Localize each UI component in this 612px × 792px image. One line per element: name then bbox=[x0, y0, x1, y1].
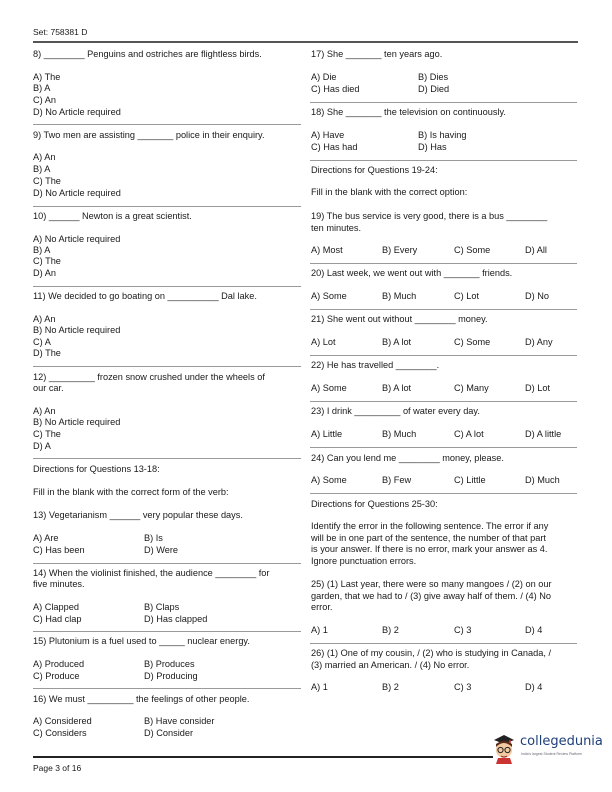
question-text: 8) ________ Penguins and ostriches are flightless birds. bbox=[33, 49, 262, 59]
option-c: C) A bbox=[33, 337, 51, 347]
option-d: D) A bbox=[33, 441, 51, 451]
option-a: A) 1 bbox=[311, 682, 328, 692]
option-d: D) Any bbox=[525, 337, 553, 347]
divider bbox=[310, 355, 577, 356]
option-c: C) Has had bbox=[311, 142, 358, 152]
option-c: C) The bbox=[33, 176, 61, 186]
collegedunia-logo bbox=[490, 730, 603, 764]
option-c: C) Considers bbox=[33, 728, 87, 738]
option-d: D) An bbox=[33, 268, 56, 278]
directions-text: Fill in the blank with the correct form of the verb: bbox=[33, 487, 229, 497]
option-a: A) An bbox=[33, 406, 56, 416]
divider bbox=[33, 124, 301, 125]
option-c: C) Had clap bbox=[33, 614, 82, 624]
option-d: D) Has clapped bbox=[144, 614, 208, 624]
question-text: 18) She _______ the television on continuously. bbox=[311, 107, 506, 117]
divider bbox=[310, 447, 577, 448]
option-b: B) Is having bbox=[418, 130, 467, 140]
option-b: B) No Article required bbox=[33, 325, 121, 335]
option-b: B) Much bbox=[382, 429, 417, 439]
option-c: C) The bbox=[33, 256, 61, 266]
divider bbox=[310, 401, 577, 402]
question-text: 12) _________ frozen snow crushed under the wheels of bbox=[33, 372, 265, 382]
directions-text: is your answer. If there is no error, mark your answer as 4. bbox=[311, 544, 548, 554]
option-d: D) Lot bbox=[525, 383, 551, 393]
option-d: D) 4 bbox=[525, 625, 543, 635]
option-b: B) No Article required bbox=[33, 417, 121, 427]
option-d: D) 4 bbox=[525, 682, 543, 692]
option-b: B) Claps bbox=[144, 602, 180, 612]
option-d: D) Producing bbox=[144, 671, 198, 681]
option-c: C) An bbox=[33, 95, 56, 105]
directions-text: Fill in the blank with the correct option: bbox=[311, 187, 468, 197]
option-c: C) A lot bbox=[454, 429, 484, 439]
option-d: D) Much bbox=[525, 475, 560, 485]
option-a: A) Clapped bbox=[33, 602, 79, 612]
option-a: A) No Article required bbox=[33, 234, 121, 244]
option-b: B) A bbox=[33, 245, 51, 255]
option-c: C) Some bbox=[454, 337, 491, 347]
question-text: 16) We must _________ the feelings of other people. bbox=[33, 694, 250, 704]
option-b: B) A lot bbox=[382, 383, 412, 393]
question-text: 14) When the violinist finished, the audience ________ for bbox=[33, 568, 270, 578]
option-a: A) Lot bbox=[311, 337, 336, 347]
divider bbox=[310, 102, 577, 103]
option-b: B) Dies bbox=[418, 72, 449, 82]
option-b: B) A bbox=[33, 83, 51, 93]
divider bbox=[33, 458, 301, 459]
directions-title: Directions for Questions 19-24: bbox=[311, 165, 438, 175]
question-text: 11) We decided to go boating on __________ Dal lake. bbox=[33, 291, 257, 301]
student-mascot-icon bbox=[490, 730, 518, 764]
question-text: 26) (1) One of my cousin, / (2) who is studying in Canada, / bbox=[311, 648, 552, 658]
option-a: A) Are bbox=[33, 533, 59, 543]
footer-divider bbox=[33, 756, 493, 758]
option-c: C) Many bbox=[454, 383, 489, 393]
option-c: C) 3 bbox=[454, 682, 472, 692]
question-text: ten minutes. bbox=[311, 223, 362, 233]
logo-tagline: India's largest Student Review Platform bbox=[521, 752, 582, 756]
option-d: D) The bbox=[33, 348, 61, 358]
divider bbox=[310, 309, 577, 310]
option-a: A) Considered bbox=[33, 716, 92, 726]
divider bbox=[33, 688, 301, 689]
divider bbox=[310, 263, 577, 264]
option-a: A) Produced bbox=[33, 659, 85, 669]
question-text: our car. bbox=[33, 383, 64, 393]
option-d: D) Consider bbox=[144, 728, 194, 738]
divider bbox=[33, 631, 301, 632]
question-text: 20) Last week, we went out with _______ friends. bbox=[311, 268, 513, 278]
question-text: 25) (1) Last year, there were so many mangoes / (2) on our bbox=[311, 579, 552, 589]
option-c: C) 3 bbox=[454, 625, 472, 635]
option-b: B) Few bbox=[382, 475, 412, 485]
option-c: C) The bbox=[33, 429, 61, 439]
question-text: 17) She _______ ten years ago. bbox=[311, 49, 443, 59]
question-text: error. bbox=[311, 602, 333, 612]
directions-title: Directions for Questions 13-18: bbox=[33, 464, 160, 474]
header-divider bbox=[33, 41, 578, 43]
option-b: B) A lot bbox=[382, 337, 412, 347]
directions-text: will be in one part of the sentence, the number of that part bbox=[311, 533, 546, 543]
divider bbox=[310, 643, 577, 644]
question-text: 9) Two men are assisting _______ police in their enquiry. bbox=[33, 130, 265, 140]
option-a: A) Most bbox=[311, 245, 343, 255]
divider bbox=[310, 160, 577, 161]
option-b: B) A bbox=[33, 164, 51, 174]
option-b: B) Have consider bbox=[144, 716, 215, 726]
option-c: C) Some bbox=[454, 245, 491, 255]
question-text: 21) She went out without ________ money. bbox=[311, 314, 488, 324]
question-text: 13) Vegetarianism ______ very popular these days. bbox=[33, 510, 243, 520]
option-d: D) All bbox=[525, 245, 547, 255]
question-text: 10) ______ Newton is a great scientist. bbox=[33, 211, 192, 221]
option-d: D) No bbox=[525, 291, 549, 301]
option-a: A) An bbox=[33, 314, 56, 324]
option-b: B) Every bbox=[382, 245, 418, 255]
set-label: Set: 758381 D bbox=[33, 27, 88, 37]
option-c: C) Produce bbox=[33, 671, 80, 681]
directions-text: Ignore punctuation errors. bbox=[311, 556, 417, 566]
option-b: B) Produces bbox=[144, 659, 195, 669]
option-d: D) Died bbox=[418, 84, 450, 94]
option-a: A) Some bbox=[311, 383, 347, 393]
option-b: B) 2 bbox=[382, 625, 399, 635]
question-text: (3) married an American. / (4) No error. bbox=[311, 660, 470, 670]
option-a: A) 1 bbox=[311, 625, 328, 635]
option-d: D) No Article required bbox=[33, 107, 121, 117]
question-text: garden, that we had to / (3) give away half of them. / (4) No bbox=[311, 591, 552, 601]
divider bbox=[33, 286, 301, 287]
option-a: A) Some bbox=[311, 475, 347, 485]
question-text: 15) Plutonium is a fuel used to _____ nuclear energy. bbox=[33, 636, 250, 646]
option-a: A) Some bbox=[311, 291, 347, 301]
directions-title: Directions for Questions 25-30: bbox=[311, 499, 438, 509]
option-a: A) Have bbox=[311, 130, 345, 140]
option-c: C) Lot bbox=[454, 291, 480, 301]
page-number: Page 3 of 16 bbox=[33, 763, 82, 773]
question-text: 19) The bus service is very good, there is a bus ________ bbox=[311, 211, 548, 221]
option-b: B) Much bbox=[382, 291, 417, 301]
divider bbox=[33, 206, 301, 207]
option-a: A) An bbox=[33, 152, 56, 162]
option-c: C) Has died bbox=[311, 84, 360, 94]
question-text: 22) He has travelled ________. bbox=[311, 360, 440, 370]
option-a: A) Little bbox=[311, 429, 343, 439]
question-text: five minutes. bbox=[33, 579, 85, 589]
option-d: D) No Article required bbox=[33, 188, 121, 198]
option-b: B) 2 bbox=[382, 682, 399, 692]
logo-text: collegedunia bbox=[520, 734, 603, 749]
option-c: C) Little bbox=[454, 475, 486, 485]
directions-text: Identify the error in the following sentence. The error if any bbox=[311, 521, 549, 531]
option-d: D) Has bbox=[418, 142, 447, 152]
question-text: 24) Can you lend me ________ money, please. bbox=[311, 453, 504, 463]
option-b: B) Is bbox=[144, 533, 163, 543]
option-d: D) Were bbox=[144, 545, 179, 555]
divider bbox=[310, 493, 577, 494]
question-text: 23) I drink _________ of water every day. bbox=[311, 406, 480, 416]
divider bbox=[33, 366, 301, 367]
option-a: A) Die bbox=[311, 72, 337, 82]
option-a: A) The bbox=[33, 72, 61, 82]
option-d: D) A little bbox=[525, 429, 562, 439]
divider bbox=[33, 563, 301, 564]
option-c: C) Has been bbox=[33, 545, 85, 555]
